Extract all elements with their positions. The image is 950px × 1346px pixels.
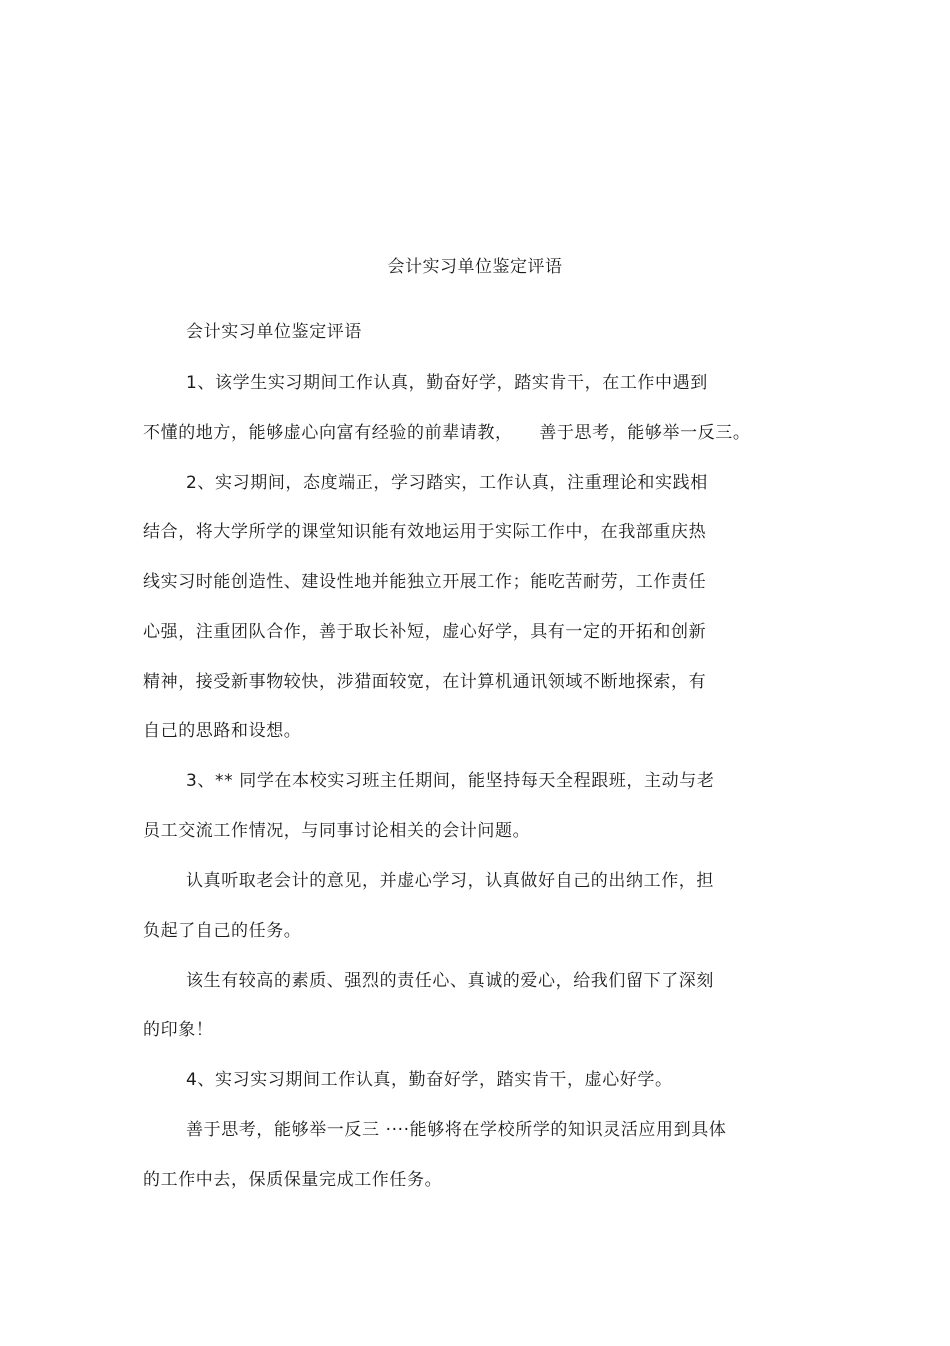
- paragraph-line: 不懂的地方，能够虚心向富有经验的前辈请教， 善于思考，能够举一反三。: [143, 423, 751, 443]
- paragraph-line: 4、实习实习期间工作认真，勤奋好学，踏实肯干，虚心好学。: [186, 1070, 673, 1090]
- heading-line: 会计实习单位鉴定评语: [186, 322, 362, 342]
- paragraph-line: 2、实习期间，态度端正，学习踏实，工作认真，注重理论和实践相: [186, 473, 708, 493]
- paragraph-line: 精神，接受新事物较快，涉猎面较宽，在计算机通讯领域不断地探索，有: [143, 672, 707, 692]
- paragraph-line: 1、该学生实习期间工作认真，勤奋好学，踏实肯干，在工作中遇到: [186, 373, 708, 393]
- paragraph-line: 3、** 同学在本校实习班主任期间，能坚持每天全程跟班，主动与老: [186, 771, 715, 791]
- paragraph-line: 的工作中去，保质保量完成工作任务。: [143, 1170, 443, 1190]
- paragraph-line: 结合，将大学所学的课堂知识能有效地运用于实际工作中，在我部重庆热: [143, 522, 707, 542]
- paragraph-line: 员工交流工作情况，与同事讨论相关的会计问题。: [143, 821, 531, 841]
- paragraph-line: 该生有较高的素质、强烈的责任心、真诚的爱心，给我们留下了深刻: [186, 971, 714, 991]
- document-title: 会计实习单位鉴定评语: [387, 257, 563, 277]
- paragraph-line: 负起了自己的任务。: [143, 921, 302, 941]
- paragraph-line: 线实习时能创造性、建设性地并能独立开展工作；能吃苦耐劳，工作责任: [143, 572, 707, 592]
- paragraph-line: 心强，注重团队合作，善于取长补短，虚心好学，具有一定的开拓和创新: [143, 622, 707, 642]
- paragraph-line: 善于思考，能够举一反三 ····能够将在学校所学的知识灵活应用到具体: [186, 1120, 727, 1140]
- paragraph-line: 的印象！: [143, 1020, 214, 1040]
- paragraph-line: 自己的思路和设想。: [143, 721, 302, 741]
- paragraph-line: 认真听取老会计的意见，并虚心学习，认真做好自己的出纳工作，担: [186, 871, 714, 891]
